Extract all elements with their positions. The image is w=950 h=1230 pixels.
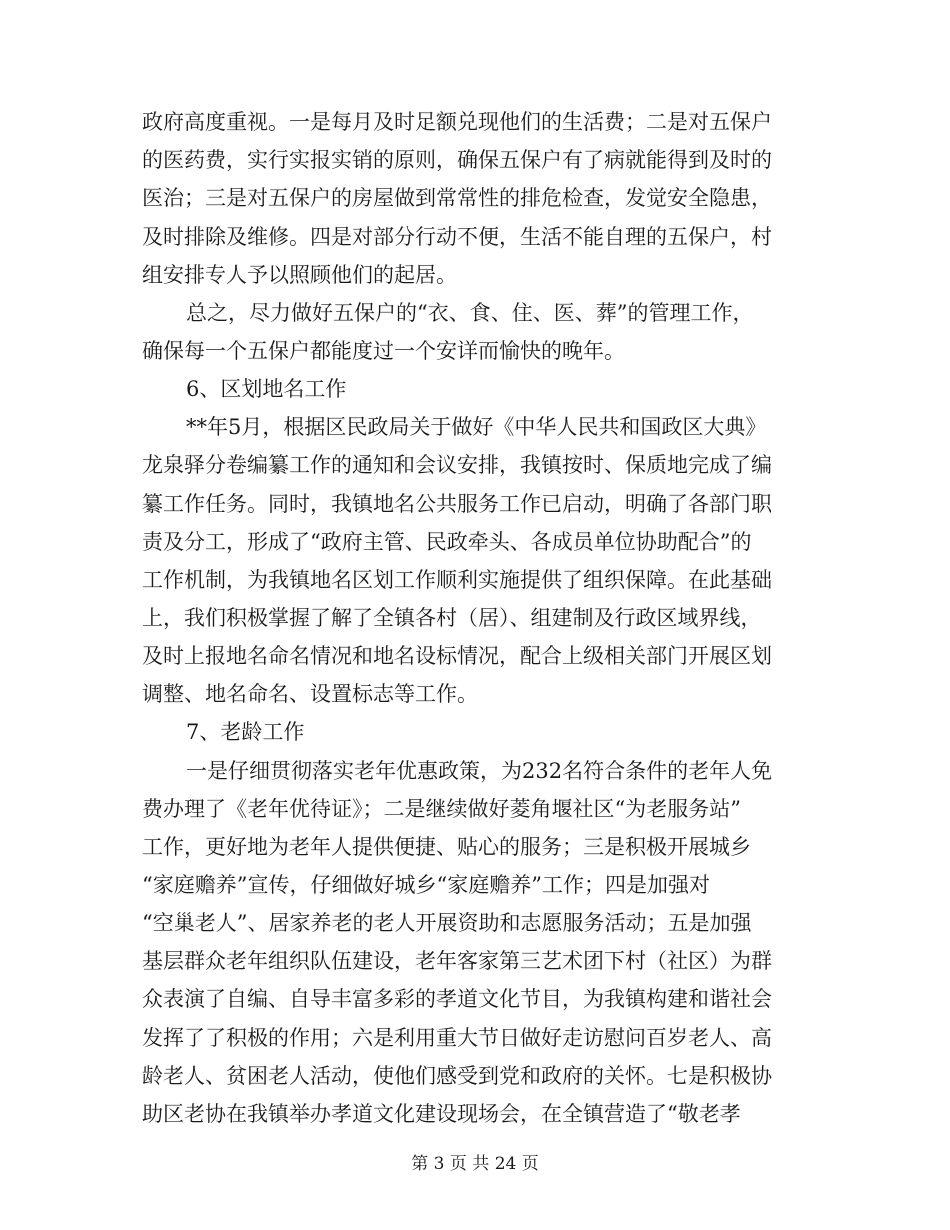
text-line: 及时排除及维修。四是对部分行动不便，生活不能自理的五保户，村	[142, 225, 772, 249]
text-line: “空巢老人”、居家养老的老人开展资助和志愿服务活动；五是加强	[142, 911, 752, 935]
text-line: 工作机制，为我镇地名区划工作顺利实施提供了组织保障。在此基础	[142, 568, 772, 592]
section-heading: 6、区划地名工作	[186, 377, 347, 401]
text-line: 助区老协在我镇举办孝道文化建设现场会，在全镇营造了“敬老孝	[142, 1102, 741, 1126]
text-line: 费办理了《老年优待证》；二是继续做好菱角堰社区“为老服务站”	[142, 797, 741, 821]
text-line: 龄老人、贫困老人活动，使他们感受到党和政府的关怀。七是积极协	[142, 1064, 772, 1088]
page-number-footer: 第 3 页 共 24 页	[411, 1154, 539, 1174]
text-line: 及时上报地名命名情况和地名设标情况，配合上级相关部门开展区划	[142, 644, 772, 668]
text-line: 医治；三是对五保户的房屋做到常常性的排危检查，发觉安全隐患，	[142, 186, 772, 210]
text-line: 纂工作任务。同时，我镇地名公共服务工作已启动，明确了各部门职	[142, 492, 772, 516]
text-line: 发挥了了积极的作用；六是利用重大节日做好走访慰问百岁老人、高	[142, 1026, 772, 1050]
text-line: 的医药费，实行实报实销的原则，确保五保户有了病就能得到及时的	[142, 148, 772, 172]
text-line: 调整、地名命名、设置标志等工作。	[142, 682, 478, 706]
text-line: 责及分工，形成了“政府主管、民政牵头、各成员单位协助配合”的	[142, 530, 752, 554]
text-line: 基层群众老年组织队伍建设，老年客家第三艺术团下村（社区）为群	[142, 949, 772, 973]
section-heading: 7、老龄工作	[186, 720, 305, 744]
text-line: 组安排专人予以照顾他们的起居。	[142, 263, 457, 287]
text-line: 众表演了自编、自导丰富多彩的孝道文化节目，为我镇构建和谐社会	[142, 987, 772, 1011]
text-line: “家庭赡养”宣传，仔细做好城乡“家庭赡养”工作；四是加强对	[142, 873, 710, 897]
paragraph-first-line: 总之，尽力做好五保户的“衣、食、住、医、葬”的管理工作，	[186, 301, 754, 325]
text-line: 确保每一个五保户都能度过一个安详而愉快的晚年。	[142, 339, 625, 363]
paragraph-first-line: 一是仔细贯彻落实老年优惠政策，为232名符合条件的老年人免	[186, 759, 773, 783]
text-line: 工作，更好地为老年人提供便捷、贴心的服务；三是积极开展城乡	[142, 835, 751, 859]
text-line: 龙泉驿分卷编纂工作的通知和会议安排，我镇按时、保质地完成了编	[142, 453, 772, 477]
text-line: 政府高度重视。一是每月及时足额兑现他们的生活费；二是对五保户	[142, 110, 772, 134]
paragraph-first-line: **年5月，根据区民政局关于做好《中华人民共和国政区大典》	[186, 415, 767, 439]
text-line: 上，我们积极掌握了解了全镇各村（居）、组建制及行政区域界线，	[142, 606, 762, 630]
